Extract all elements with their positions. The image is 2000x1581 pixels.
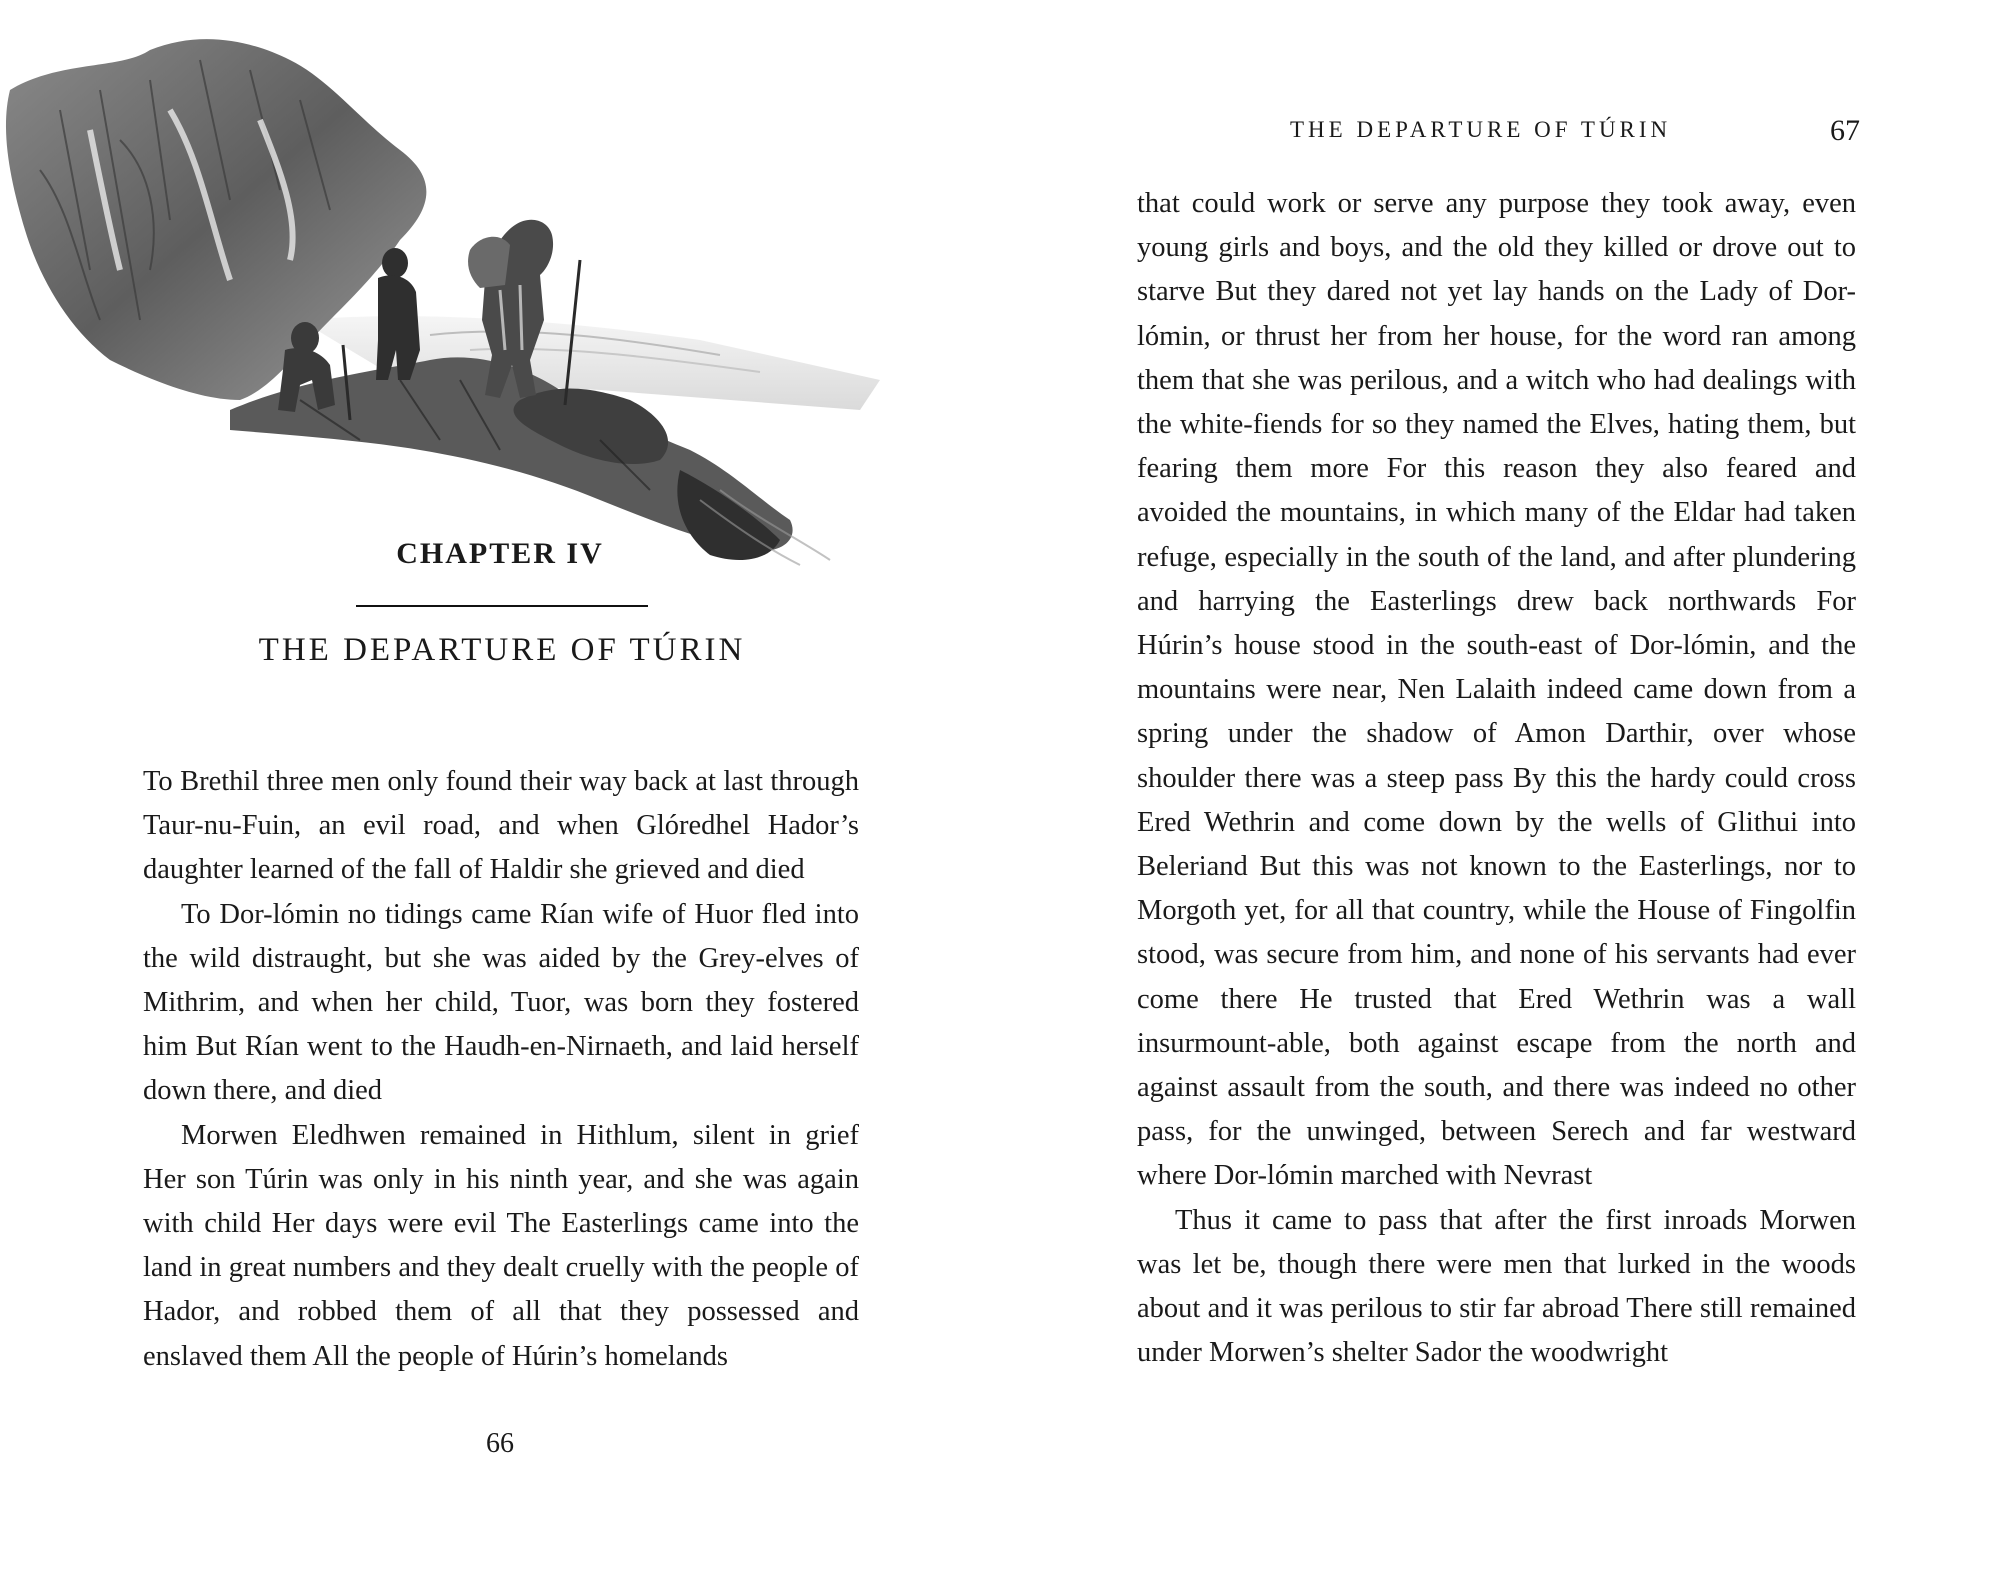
right-page bbox=[1000, 0, 2000, 1581]
page-number-right: 67 bbox=[1830, 114, 1860, 147]
chapter-title: THE DEPARTURE OF TÚRIN bbox=[258, 632, 746, 668]
paragraph: To Dor-lómin no tidings came Rían wife of Huor fled into the wild distraught, but she was aided by the Grey-elves of Mithrim, and when her child, Tuor, was born they fostered him But Rían went to the Haudh-en-Nirnaeth, and laid herself down there, and died bbox=[143, 898, 859, 1107]
chapter-illustration bbox=[0, 20, 940, 580]
mountain-travellers-drawing bbox=[0, 20, 940, 580]
chapter-divider bbox=[356, 605, 648, 607]
right-page-body bbox=[1137, 182, 1856, 1375]
paragraph: To Brethil three men only found their way back at last through Taur-nu-Fuin, an evil road, and when Glóredhel Hador’s daughter learned of the fall of Haldir she grieved and died bbox=[143, 766, 859, 886]
left-page-body bbox=[143, 760, 859, 1379]
paragraph: that could work or serve any purpose they took away, even young girls and boys, and the old they killed or drove out to starve But they dared not yet lay hands on the Lady of Dor-lómin, or thrust her from her house, for the word ran among them that she was perilous, and a witch who had dealings with the white-fiends for so they named the Elves, hating them, but fearing them more For this reason they also feared and avoided the mountains, in which many of the Eldar had taken refuge, especially in the south of the land, and after plundering and harrying the Easterlings drew back northwards For Húrin’s house stood in the south-east of Dor-lómin, and the mountains were near, Nen Lalaith indeed came down from a spring under the shadow of Amon Darthir, over whose shoulder there was a steep pass By this the hardy could cross Ered Wethrin and come down by the wells of Glithui into Beleriand But this was not known to the Easterlings, nor to Morgoth yet, for all that country, while the House of Fingolfin stood, was secure from him, and none of his servants had ever come there He trusted that Ered Wethrin was a wall insurmount-able, both against escape from the north and against assault from the south, and there was indeed no other pass, for the unwinged, between Serech and far westward where Dor-lómin marched with Nevrast bbox=[1137, 188, 1856, 1192]
paragraph: Morwen Eledhwen remained in Hithlum, silent in grief Her son Túrin was only in his ninth year, and she was again with child Her days were evil The Easterlings came into the land in great numbers and they dealt cruelly with the people of Hador, and robbed them of all that they possessed and enslaved them All the people of Húrin’s homelands bbox=[143, 1119, 859, 1372]
page-number-left: 66 bbox=[486, 1428, 514, 1459]
chapter-number: CHAPTER IV bbox=[396, 537, 604, 570]
paragraph: Thus it came to pass that after the first inroads Morwen was let be, though there were men that lurked in the woods about and it was perilous to stir far abroad There still remained under Morwen’s shelter Sador the woodwright bbox=[1137, 1204, 1856, 1369]
running-head: THE DEPARTURE OF TÚRIN bbox=[1290, 117, 1672, 142]
